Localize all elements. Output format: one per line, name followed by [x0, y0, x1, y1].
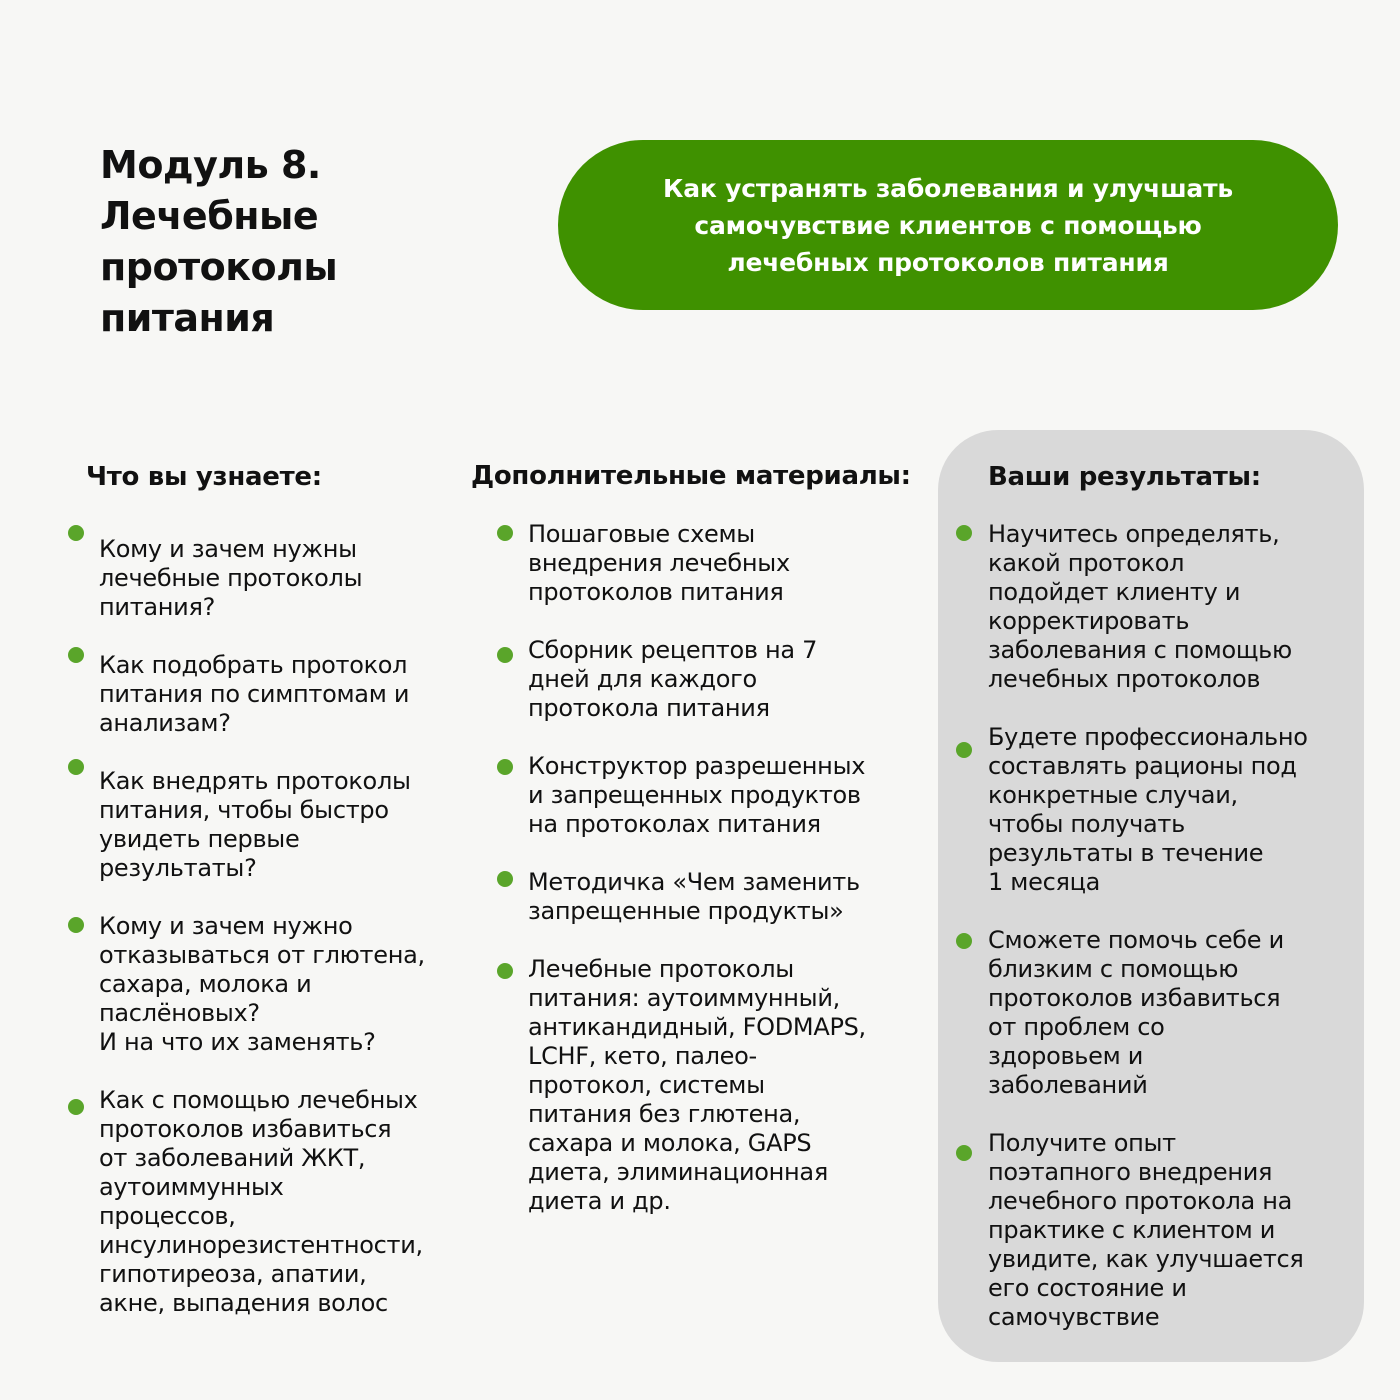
materials-item-1: Пошаговые схемы внедрения лечебных протоколов питания	[528, 520, 790, 606]
materials-item-2: Сборник рецептов на 7 дней для каждого протокола питания	[528, 636, 818, 722]
results-item-2: Будете профессионально составлять рационы под конкретные случаи, чтобы получать результаты в течение 1 месяца	[988, 723, 1308, 896]
results-item-1: Научитесь определять, какой протокол подойдет клиенту и корректировать заболевания с помощью лечебных протоколов	[988, 520, 1292, 693]
results-heading: Ваши результаты:	[988, 462, 1261, 492]
learn-heading: Что вы узнаете:	[86, 462, 322, 492]
bullet-dot-icon	[68, 647, 84, 663]
materials-item-4: Методичка «Чем заменить запрещенные продукты»	[528, 868, 860, 925]
learn-item-1: Кому и зачем нужны лечебные протоколы питания?	[99, 535, 363, 621]
bullet-dot-icon	[497, 647, 513, 663]
bullet-dot-icon	[497, 963, 513, 979]
bullet-dot-icon	[497, 525, 513, 541]
topic-banner	[558, 140, 1338, 310]
bullet-dot-icon	[68, 917, 84, 933]
bullet-dot-icon	[956, 742, 972, 758]
materials-heading: Дополнительные материалы:	[471, 461, 911, 491]
bullet-dot-icon	[497, 759, 513, 775]
module-title: Модуль 8. Лечебные протоколы питания	[100, 143, 338, 340]
materials-item-5: Лечебные протоколы питания: аутоиммунный, антикандидный, FODMAPS, LCHF, кето, палео- протокол, системы питания без глютена, сахара и молока, GAPS диета, элиминационная диета и др.	[528, 955, 866, 1215]
bullet-dot-icon	[68, 1099, 84, 1115]
results-item-3: Сможете помочь себе и близким с помощью протоколов избавиться от проблем со здоровьем и заболеваний	[988, 926, 1284, 1099]
bullet-dot-icon	[497, 871, 513, 887]
topic-banner-text: Как устранять заболевания и улучшать самочувствие клиентов с помощью лечебных протоколов питания	[662, 173, 1233, 277]
bullet-dot-icon	[956, 525, 972, 541]
materials-item-3: Конструктор разрешенных и запрещенных продуктов на протоколах питания	[528, 752, 866, 838]
bullet-dot-icon	[68, 759, 84, 775]
bullet-dot-icon	[956, 1145, 972, 1161]
learn-item-5: Как с помощью лечебных протоколов избавиться от заболеваний ЖКТ, аутоиммунных процессов, инсулинорезистентности, гипотиреоза, апатии, акне, выпадения волос	[99, 1086, 423, 1317]
learn-item-3: Как внедрять протоколы питания, чтобы быстро увидеть первые результаты?	[99, 767, 411, 882]
bullet-dot-icon	[68, 525, 84, 541]
bullet-dot-icon	[956, 933, 972, 949]
learn-item-2: Как подобрать протокол питания по симптомам и анализам?	[99, 651, 410, 737]
results-item-4: Получите опыт поэтапного внедрения лечебного протокола на практике с клиентом и увидите, как улучшается его состояние и самочувствие	[988, 1129, 1304, 1331]
learn-item-4: Кому и зачем нужно отказываться от глютена, сахара, молока и паслёновых? И на что их заменять?	[99, 912, 425, 1056]
